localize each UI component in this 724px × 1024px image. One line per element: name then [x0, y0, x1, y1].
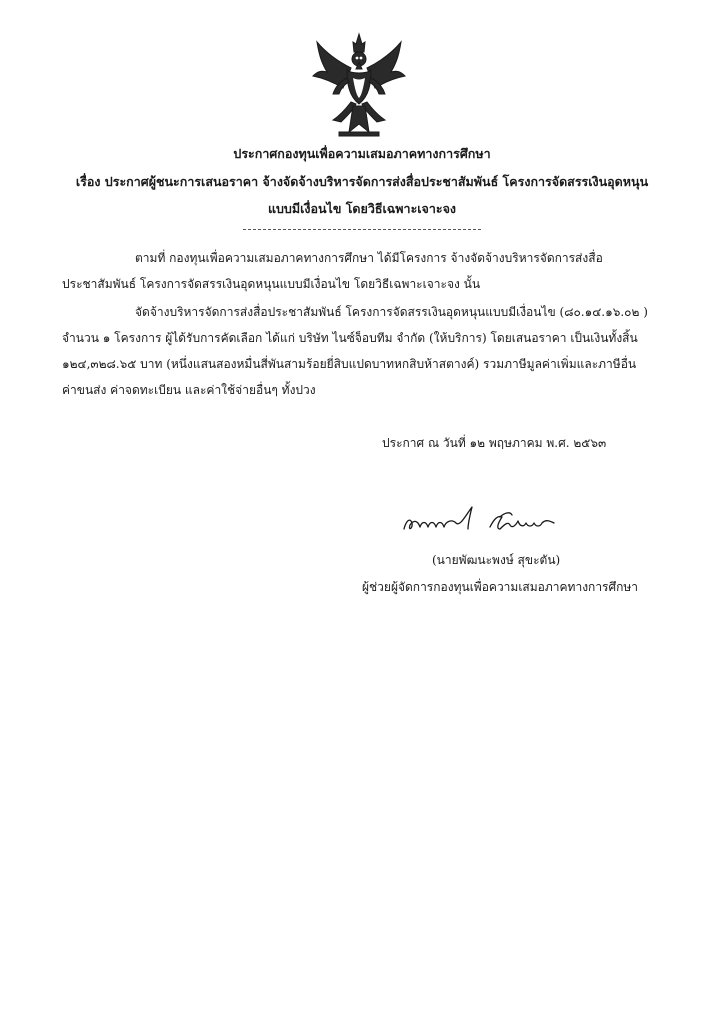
body-paragraph-line: ตามที่ กองทุนเพื่อความเสมอภาคทางการศึกษา ได้มีโครงการ จ้างจัดจ้างบริหารจัดการส่งสื่อ — [135, 251, 603, 265]
garuda-emblem-icon — [309, 32, 409, 140]
announcement-subject-continued: แบบมีเงื่อนไข โดยวิธีเฉพาะเจาะจง — [267, 201, 457, 216]
announcement-heading: ประกาศกองทุนเพื่อความเสมอภาคทางการศึกษา — [233, 146, 491, 161]
signer-name: (นายพัฒนะพงษ์ สุขะตัน) — [432, 553, 561, 567]
title-divider — [243, 229, 481, 230]
body-paragraph-line: ๑๒๔,๓๒๘.๖๕ บาท (หนึ่งแสนสองหมื่นสี่พันสามร้อยยี่สิบแปดบาทหกสิบห้าสตางค์) รวมภาษีมูลค่าเพิ่มและภาษีอื่น — [62, 357, 637, 371]
body-paragraph-line: ค่าขนส่ง ค่าจดทะเบียน และค่าใช้จ่ายอื่นๆ ทั้งปวง — [62, 383, 316, 397]
announcement-date: ประกาศ ณ วันที่ ๑๒ พฤษภาคม พ.ศ. ๒๕๖๓ — [382, 436, 607, 450]
announcement-subject: เรื่อง ประกาศผู้ชนะการเสนอราคา จ้างจัดจ้างบริหารจัดการส่งสื่อประชาสัมพันธ์ โครงการจัดสรรเงินอุดหนุน — [75, 174, 649, 189]
body-paragraph-line: จำนวน ๑ โครงการ ผู้ได้รับการคัดเลือก ได้แก่ บริษัท ไนซ์จ็อบทีม จำกัด (ให้บริการ) โดยเสนอราคา เป็นเงินทั้งสิ้น — [62, 331, 638, 345]
signer-title: ผู้ช่วยผู้จัดการกองทุนเพื่อความเสมอภาคทางการศึกษา — [362, 580, 639, 594]
body-paragraph-line: จัดจ้างบริหารจัดการส่งสื่อประชาสัมพันธ์ โครงการจัดสรรเงินอุดหนุนแบบมีเงื่อนไข (๘๐.๑๔.๑๖.๐๒ ) — [135, 305, 648, 319]
body-paragraph-line: ประชาสัมพันธ์ โครงการจัดสรรเงินอุดหนุนแบบมีเงื่อนไข โดยวิธีเฉพาะเจาะจง นั้น — [62, 277, 481, 291]
signature-image — [400, 503, 572, 537]
